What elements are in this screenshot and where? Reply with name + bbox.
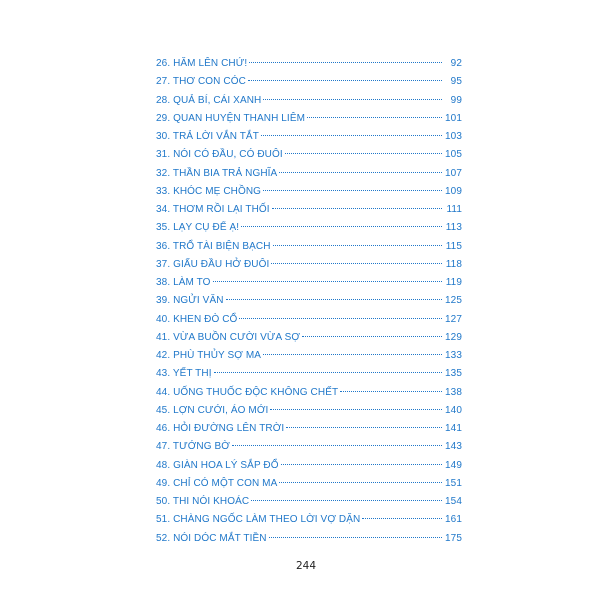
dot-leader	[261, 123, 442, 136]
toc-entry-page: 103	[445, 131, 462, 142]
toc-entry-page: 109	[445, 185, 462, 197]
toc-entry-title: 26. HĂM LÊN CHỨ!	[156, 58, 248, 69]
toc-entry[interactable]	[156, 528, 462, 546]
toc-entry-page: 138	[445, 386, 462, 398]
table-of-contents	[156, 53, 462, 546]
toc-entry-page: 113	[445, 222, 462, 234]
toc-entry-title: 48. GIÀN HOA LÝ SẮP ĐỔ	[156, 459, 279, 471]
toc-entry-title: 52. NÓI DÓC MẮT TIỀN	[156, 532, 267, 544]
toc-entry-title: 38. LÀM TO	[156, 277, 211, 288]
dot-leader	[214, 360, 442, 373]
toc-entry-page: 154	[445, 496, 462, 507]
toc-entry-title: 45. LỢN CƯỚI, ÁO MỚI	[156, 404, 269, 416]
toc-entry-title: 27. THƠ CON CÓC	[156, 76, 246, 88]
toc-entry-page: 143	[445, 441, 462, 453]
toc-entry-page: 107	[445, 167, 462, 179]
toc-entry-title: 34. THƠM RỒI LẠI THỐI	[156, 204, 270, 215]
toc-entry-title: 35. LẠY CỤ ĐỂ Ạ!	[156, 222, 240, 234]
toc-entry-title: 39. NGỬI VĂN	[156, 295, 224, 307]
toc-entry-title: 31. NÓI CÓ ĐẦU, CÓ ĐUÔI	[156, 149, 283, 161]
dot-leader	[279, 470, 442, 483]
toc-entry-title: 43. YẾT THỊ	[156, 368, 212, 380]
toc-entry-title: 29. QUAN HUYỆN THANH LIÊM	[156, 112, 306, 124]
toc-entry-page: 161	[445, 514, 462, 526]
toc-entry-title: 30. TRẢ LỜI VẮN TẮT	[156, 131, 259, 142]
toc-entry-title: 32. THẦN BIA TRẢ NGHĨA	[156, 167, 278, 179]
toc-entry-title: 51. CHÀNG NGỐC LÀM THEO LỜI VỢ DẶN	[156, 514, 361, 526]
toc-entry-title: 46. HỎI ĐƯỜNG LÊN TRỜI	[156, 423, 285, 434]
dot-leader	[286, 415, 442, 428]
dot-leader	[249, 50, 442, 63]
toc-entry-page: 115	[445, 240, 462, 252]
dot-leader	[285, 141, 442, 154]
dot-leader	[281, 452, 442, 465]
toc-entry-page: 105	[445, 149, 462, 161]
toc-entry-page: 111	[446, 204, 462, 215]
dot-leader	[273, 233, 442, 246]
dot-leader	[271, 251, 442, 264]
dot-leader	[241, 214, 442, 227]
dot-leader	[340, 379, 442, 392]
toc-entry-page: 149	[445, 459, 462, 471]
page-number: 244	[295, 560, 317, 572]
toc-entry-page: 175	[445, 532, 462, 544]
toc-entry-title: 47. TƯỚNG BỜ	[156, 441, 230, 453]
toc-entry-title: 40. KHEN ĐÒ CỔ	[156, 313, 238, 325]
toc-entry-title: 50. THI NÓI KHOÁC	[156, 496, 250, 507]
dot-leader	[279, 160, 442, 173]
toc-entry-title: 49. CHỈ CÓ MỘT CON MA	[156, 477, 278, 489]
dot-leader	[263, 342, 442, 355]
dot-leader	[248, 68, 442, 81]
dot-leader	[263, 178, 442, 191]
dot-leader	[213, 269, 442, 282]
dot-leader	[272, 196, 442, 209]
toc-entry-page: 119	[445, 277, 462, 288]
dot-leader	[226, 287, 442, 300]
toc-entry-page: 129	[445, 331, 462, 343]
dot-leader	[269, 525, 442, 538]
dot-leader	[232, 433, 442, 446]
dot-leader	[307, 105, 442, 118]
toc-entry-page: 125	[445, 295, 462, 307]
dot-leader	[270, 397, 442, 410]
toc-entry-page: 92	[450, 58, 462, 69]
toc-entry-page: 151	[445, 477, 462, 489]
dot-leader	[302, 324, 442, 337]
toc-entry-page: 99	[450, 94, 462, 106]
dot-leader	[362, 506, 442, 519]
toc-entry-page: 95	[450, 76, 462, 88]
toc-entry-title: 41. VỪA BUỒN CƯỜI VỪA SỢ	[156, 331, 301, 343]
toc-entry-title: 44. UỐNG THUỐC ĐỘC KHÔNG CHẾT	[156, 386, 339, 398]
toc-entry-page: 140	[445, 404, 462, 416]
dot-leader	[239, 306, 442, 319]
dot-leader	[263, 87, 442, 100]
toc-entry-page: 135	[445, 368, 462, 380]
toc-entry-title: 37. GIẤU ĐẦU HỞ ĐUÔI	[156, 258, 270, 270]
toc-entry-title: 33. KHÓC MẸ CHỒNG	[156, 185, 262, 197]
toc-entry-page: 101	[445, 112, 462, 124]
toc-entry-page: 133	[445, 350, 462, 361]
toc-entry-page: 141	[445, 423, 462, 434]
toc-entry-title: 42. PHÙ THỦY SỢ MA	[156, 350, 262, 361]
toc-entry-title: 36. TRỔ TÀI BIỆN BẠCH	[156, 240, 271, 252]
toc-entry-title: 28. QUẢ BÍ, CÁI XANH	[156, 94, 262, 106]
dot-leader	[251, 488, 442, 501]
toc-entry-page: 118	[445, 258, 462, 270]
toc-entry-page: 127	[445, 313, 462, 325]
